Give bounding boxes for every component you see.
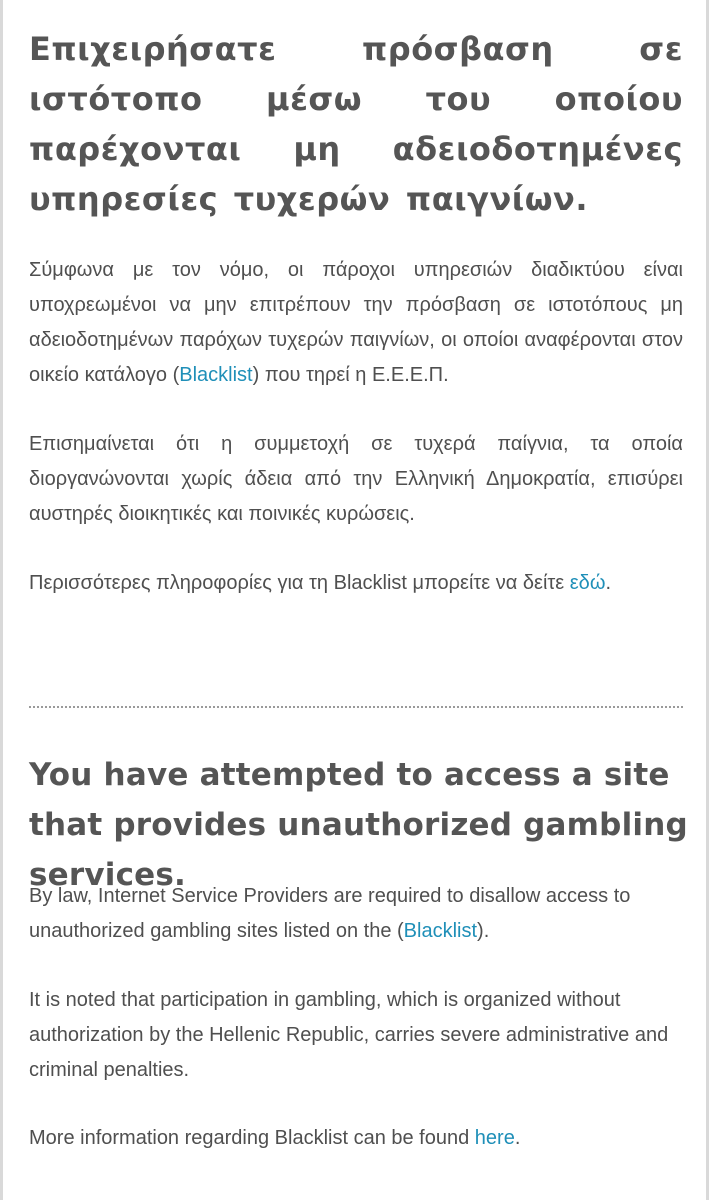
greek-law-paragraph: [29, 253, 683, 393]
greek-penalties-paragraph: Επισημαίνεται ότι η συμμετοχή σε τυχερά παίγνια, τα οποία διοργανώνονται χωρίς άδεια από την Ελληνική Δημοκρατία, επισύρει αυστηρές διοικητικές και ποινικές κυρώσεις.: [29, 433, 683, 525]
english-more-info-text: More information regarding Blacklist can be found: [29, 1127, 475, 1149]
english-law-text: By law, Internet Service Providers are required to disallow access to unauthorized gambling sites listed on the (: [29, 885, 631, 942]
english-law-paragraph: [29, 879, 689, 949]
greek-here-link[interactable]: εδώ: [569, 572, 606, 594]
english-more-info-paragraph: [29, 1121, 689, 1156]
english-penalties-paragraph: It is noted that participation in gambling, which is organized without authorization by the Hellenic Republic, carries severe administrative and criminal penalties.: [29, 989, 669, 1081]
greek-more-info-paragraph: [29, 566, 683, 601]
greek-more-info-text: Περισσότερες πληροφορίες για τη Blacklist μπορείτε να δείτε: [29, 572, 570, 594]
english-here-link[interactable]: here: [474, 1127, 515, 1149]
english-more-info-text-end: .: [514, 1127, 521, 1149]
greek-blacklist-link[interactable]: Blacklist: [179, 364, 253, 386]
greek-heading: Επιχειρήσατε πρόσβαση σε ιστότοπο μέσω του οποίου παρέχονται μη αδειοδοτημένες υπηρεσίες τυχερών παιγνίων.: [29, 30, 683, 218]
english-heading: You have attempted to access a site that provides unauthorized gambling services.: [29, 757, 688, 893]
greek-law-text: Σύμφωνα με τον νόμο, οι πάροχοι υπηρεσιών διαδικτύου είναι υποχρεωμένοι να μην επιτρέπουν την πρόσβαση σε ιστοτόπους μη αδειοδοτημένων παρόχων τυχερών παιγνίων, οι οποίοι αναφέρονται στον οικείο κατάλογο (: [29, 259, 683, 386]
greek-more-info-text-end: .: [605, 572, 611, 594]
english-law-text-end: ).: [477, 920, 490, 942]
left-border: [0, 0, 3, 1200]
greek-law-text-end: ) που τηρεί η Ε.Ε.Ε.Π.: [252, 364, 449, 386]
english-blacklist-link[interactable]: Blacklist: [403, 920, 478, 942]
section-divider: [29, 706, 683, 708]
